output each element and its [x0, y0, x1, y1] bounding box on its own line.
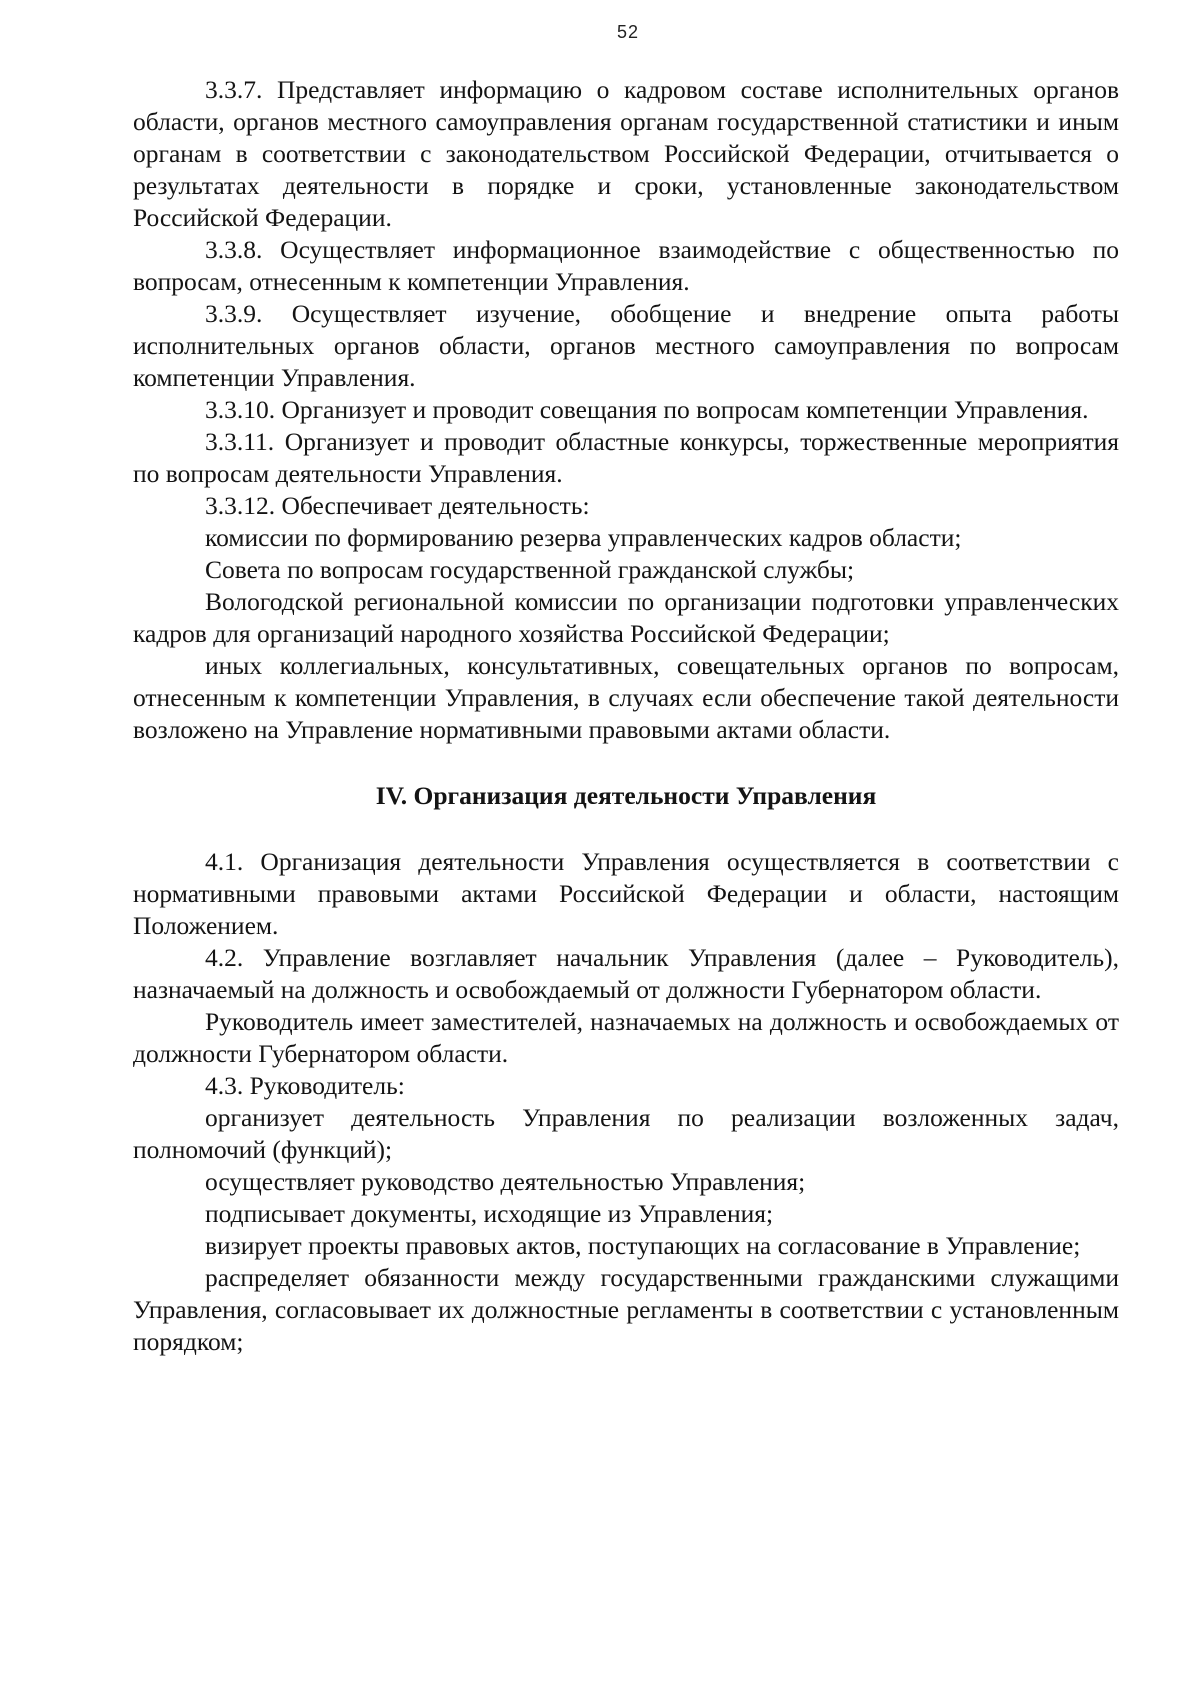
section-3-items: [133, 74, 1119, 746]
paragraph-3-3-9: 3.3.9. Осуществляет изучение, обобщение и внедрение опыта работы исполнительных органов области, органов местного самоуправления по вопросам компетенции Управления.: [133, 299, 1119, 392]
list-item-civil-service-council: Совета по вопросам государственной гражданской службы;: [205, 555, 855, 584]
paragraph-3-3-12: 3.3.12. Обеспечивает деятельность:: [205, 491, 590, 520]
paragraph-deputies: Руководитель имеет заместителей, назначаемых на должность и освобождаемых от должности Губернатором области.: [133, 1007, 1119, 1068]
list-item-commission-reserve: комиссии по формированию резерва управленческих кадров области;: [205, 523, 962, 552]
list-item-distributes: распределяет обязанности между государственными гражданскими служащими Управления, согласовывает их должностные регламенты в соответствии с установленным порядком;: [133, 1263, 1119, 1356]
paragraph-4-3: 4.3. Руководитель:: [205, 1071, 405, 1100]
section-4-items: [133, 846, 1119, 1358]
list-item-endorses: визирует проекты правовых актов, поступающих на согласование в Управление;: [205, 1231, 1081, 1260]
document-body: [133, 74, 1119, 1358]
list-item-other-bodies: иных коллегиальных, консультативных, совещательных органов по вопросам, отнесенным к компетенции Управления, в случаях если обеспечение такой деятельности возложено на Управление нормативными правовыми актами области.: [133, 651, 1119, 744]
page-number: 52: [616, 22, 640, 42]
list-item-manages: осуществляет руководство деятельностью Управления;: [205, 1167, 806, 1196]
list-item-organizes: организует деятельность Управления по реализации возложенных задач, полномочий (функций);: [133, 1103, 1119, 1164]
paragraph-3-3-8: 3.3.8. Осуществляет информационное взаимодействие с общественностью по вопросам, отнесенным к компетенции Управления.: [133, 235, 1119, 296]
list-item-vologda-commission: Вологодской региональной комиссии по организации подготовки управленческих кадров для организаций народного хозяйства Российской Федерации;: [133, 587, 1119, 648]
paragraph-3-3-10: 3.3.10. Организует и проводит совещания по вопросам компетенции Управления.: [205, 395, 1089, 424]
paragraph-4-2: 4.2. Управление возглавляет начальник Управления (далее – Руководитель), назначаемый на должность и освобождаемый от должности Губернатором области.: [133, 943, 1119, 1004]
paragraph-4-1: 4.1. Организация деятельности Управления осуществляется в соответствии с нормативными правовыми актами Российской Федерации и области, настоящим Положением.: [133, 847, 1119, 940]
section-heading: IV. Организация деятельности Управления: [375, 781, 877, 810]
list-item-signs: подписывает документы, исходящие из Управления;: [205, 1199, 774, 1228]
paragraph-3-3-11: 3.3.11. Организует и проводит областные конкурсы, торжественные мероприятия по вопросам деятельности Управления.: [133, 427, 1119, 488]
paragraph-3-3-7: 3.3.7. Представляет информацию о кадровом составе исполнительных органов области, органов местного самоуправления органам государственной статистики и иным органам в соответствии с законодательством Российской Федерации, отчитывается о результатах деятельности в порядке и сроки, установленные законодательством Российской Федерации.: [133, 75, 1119, 232]
